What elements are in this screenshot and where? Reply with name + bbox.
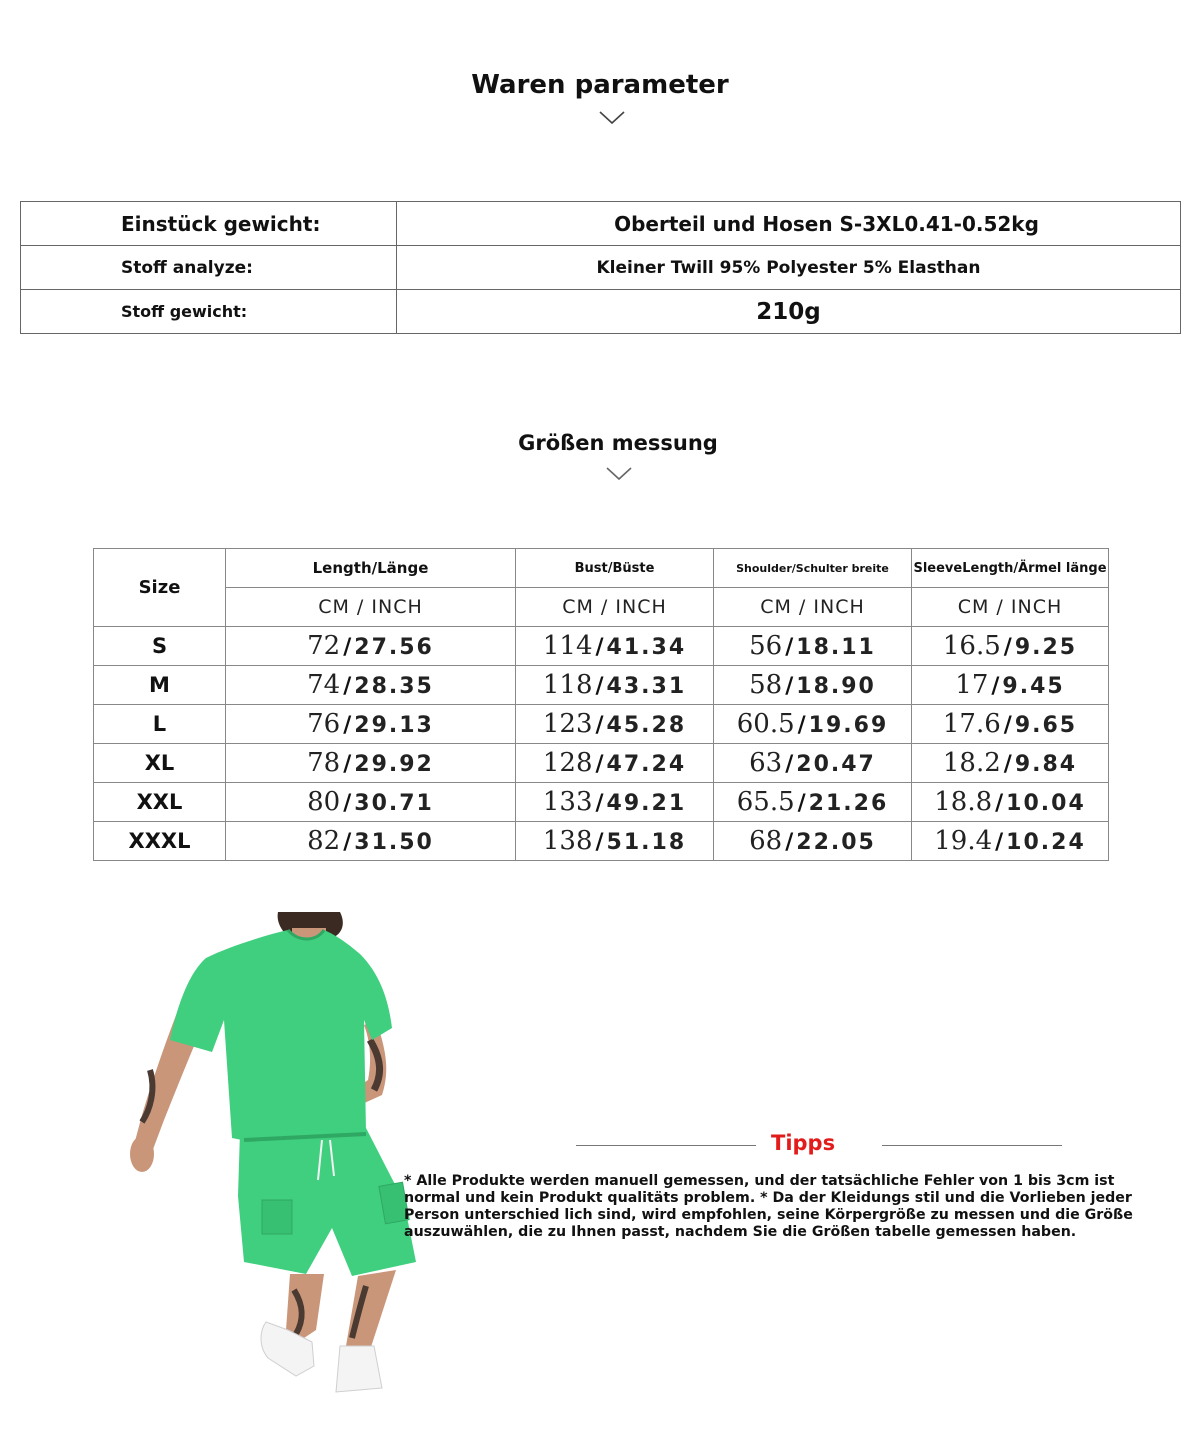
measurement-cell [912,627,1109,666]
cm-value: 56 [749,631,783,661]
cm-value: 18.2 [942,748,1001,778]
chevron-down-icon [606,467,632,481]
unit-separator: / [343,791,352,816]
size-row [94,666,1109,705]
cm-value: 18.8 [934,787,993,817]
measurement-cell [912,666,1109,705]
unit-separator: / [785,830,794,855]
cm-value: 68 [749,826,783,856]
unit-separator: / [1003,635,1012,660]
tips-divider-left [576,1145,756,1146]
cm-value: 72 [307,631,341,661]
measurement-cell [516,705,714,744]
inch-value: 9.65 [1014,713,1078,738]
measurement-cell [714,783,912,822]
measurement-cell [714,627,912,666]
param-label: Einstück gewicht: [21,202,397,246]
cm-value: 74 [307,670,341,700]
param-row [21,202,1181,246]
size-label: XL [94,744,226,783]
inch-value: 21.26 [808,791,889,816]
size-row [94,822,1109,861]
tips-title: Tipps [771,1131,836,1155]
unit-separator: / [595,713,604,738]
inch-value: 10.24 [1006,830,1086,855]
size-label: L [94,705,226,744]
inch-value: 19.69 [808,713,889,738]
param-row [21,246,1181,290]
size-label: XXXL [94,822,226,861]
unit-separator: / [785,635,794,660]
measurement-cell [714,822,912,861]
inch-value: 29.13 [354,713,434,738]
chevron-down-icon [599,111,625,125]
size-row [94,705,1109,744]
cm-value: 65.5 [736,787,795,817]
cm-value: 138 [542,826,593,856]
size-label: M [94,666,226,705]
inch-value: 20.47 [796,752,876,777]
measurement-cell [516,666,714,705]
inch-value: 18.90 [796,674,876,699]
params-title: Waren parameter [471,70,729,100]
cm-value: 58 [749,670,783,700]
cm-value: 80 [307,787,341,817]
cm-value: 16.5 [942,631,1001,661]
unit-separator: / [343,635,352,660]
inch-value: 28.35 [354,674,434,699]
size-chart-table [93,548,1109,861]
unit-separator: / [343,830,352,855]
measurement-cell [714,744,912,783]
unit-separator: / [595,674,604,699]
cm-value: 133 [542,787,593,817]
size-label: S [94,627,226,666]
measurement-cell [226,783,516,822]
unit-separator: / [595,830,604,855]
tips-text: * Alle Produkte werden manuell gemessen, und der tatsächliche Fehler von 1 bis 3cm ist normal und kein Produkt qualitäts problem. * Da der Kleidungs stil und die Vorlieben jeder Person unterschied lich sind, wird empfohlen, seine Körpergröße zu messen und die Größe auszuwählen, die zu Ihnen passt, nachdem Sie die Größen tabelle gemessen haben. [404,1173,1133,1240]
measurement-cell [516,627,714,666]
length-column-header: Length/Länge [226,549,516,588]
unit-label: CM / INCH [516,588,714,627]
size-row [94,627,1109,666]
unit-separator: / [1003,752,1012,777]
unit-separator: / [343,752,352,777]
measurement-cell [912,705,1109,744]
inch-value: 43.31 [606,674,687,699]
measurement-cell [516,822,714,861]
model-wearing-green-tshirt-shorts-illustration [120,910,420,1410]
inch-value: 29.92 [354,752,434,777]
unit-separator: / [595,635,604,660]
unit-separator: / [991,674,1000,699]
unit-separator: / [995,791,1004,816]
shoulder-column-header: Shoulder/Schulter breite [714,549,912,588]
unit-label: CM / INCH [912,588,1109,627]
cm-value: 82 [307,826,341,856]
unit-separator: / [343,713,352,738]
size-label: XXL [94,783,226,822]
cm-value: 78 [307,748,341,778]
inch-value: 9.25 [1014,635,1078,660]
unit-separator: / [797,713,806,738]
inch-value: 41.34 [606,635,687,660]
cm-value: 17 [955,670,989,700]
bust-column-header: Bust/Büste [516,549,714,588]
unit-label: CM / INCH [226,588,516,627]
unit-separator: / [595,791,604,816]
inch-value: 9.45 [1002,674,1065,699]
cm-value: 19.4 [934,826,993,856]
inch-value: 9.84 [1014,752,1078,777]
cm-value: 17.6 [942,709,1001,739]
param-value: Kleiner Twill 95% Polyester 5% Elasthan [397,246,1181,290]
param-row [21,290,1181,334]
product-parameter-table [20,201,1181,334]
cm-value: 63 [749,748,783,778]
measurement-cell [912,744,1109,783]
measurement-cell [516,783,714,822]
inch-value: 51.18 [606,830,687,855]
measurement-cell [714,666,912,705]
size-row [94,783,1109,822]
unit-row [94,588,1109,627]
size-row [94,744,1109,783]
cm-value: 128 [542,748,593,778]
cm-value: 76 [307,709,341,739]
cm-value: 123 [542,709,593,739]
measurement-cell [226,627,516,666]
param-value: Oberteil und Hosen S-3XL0.41-0.52kg [397,202,1181,246]
measurement-cell [912,783,1109,822]
cm-value: 60.5 [736,709,795,739]
inch-value: 45.28 [606,713,687,738]
tips-divider-right [882,1145,1062,1146]
measurement-cell [226,744,516,783]
size-column-header: Size [94,549,226,627]
measurement-cell [516,744,714,783]
measurement-cell [226,705,516,744]
inch-value: 31.50 [354,830,434,855]
inch-value: 22.05 [796,830,876,855]
unit-separator: / [785,674,794,699]
size-chart-title: Größen messung [518,431,718,455]
unit-separator: / [995,830,1004,855]
unit-separator: / [1003,713,1012,738]
measurement-cell [226,666,516,705]
param-label: Stoff analyze: [21,246,397,290]
inch-value: 10.04 [1006,791,1086,816]
unit-separator: / [797,791,806,816]
sleeve-column-header: SleeveLength/Ärmel länge [912,549,1109,588]
cm-value: 118 [542,670,593,700]
measurement-cell [714,705,912,744]
inch-value: 49.21 [606,791,687,816]
inch-value: 30.71 [354,791,434,816]
measurement-cell [912,822,1109,861]
inch-value: 27.56 [354,635,434,660]
measurement-cell [226,822,516,861]
size-header-row [94,549,1109,588]
unit-separator: / [595,752,604,777]
unit-separator: / [785,752,794,777]
param-value: 210g [397,290,1181,334]
unit-separator: / [343,674,352,699]
inch-value: 18.11 [796,635,876,660]
inch-value: 47.24 [606,752,687,777]
unit-label: CM / INCH [714,588,912,627]
param-label: Stoff gewicht: [21,290,397,334]
cm-value: 114 [542,631,593,661]
